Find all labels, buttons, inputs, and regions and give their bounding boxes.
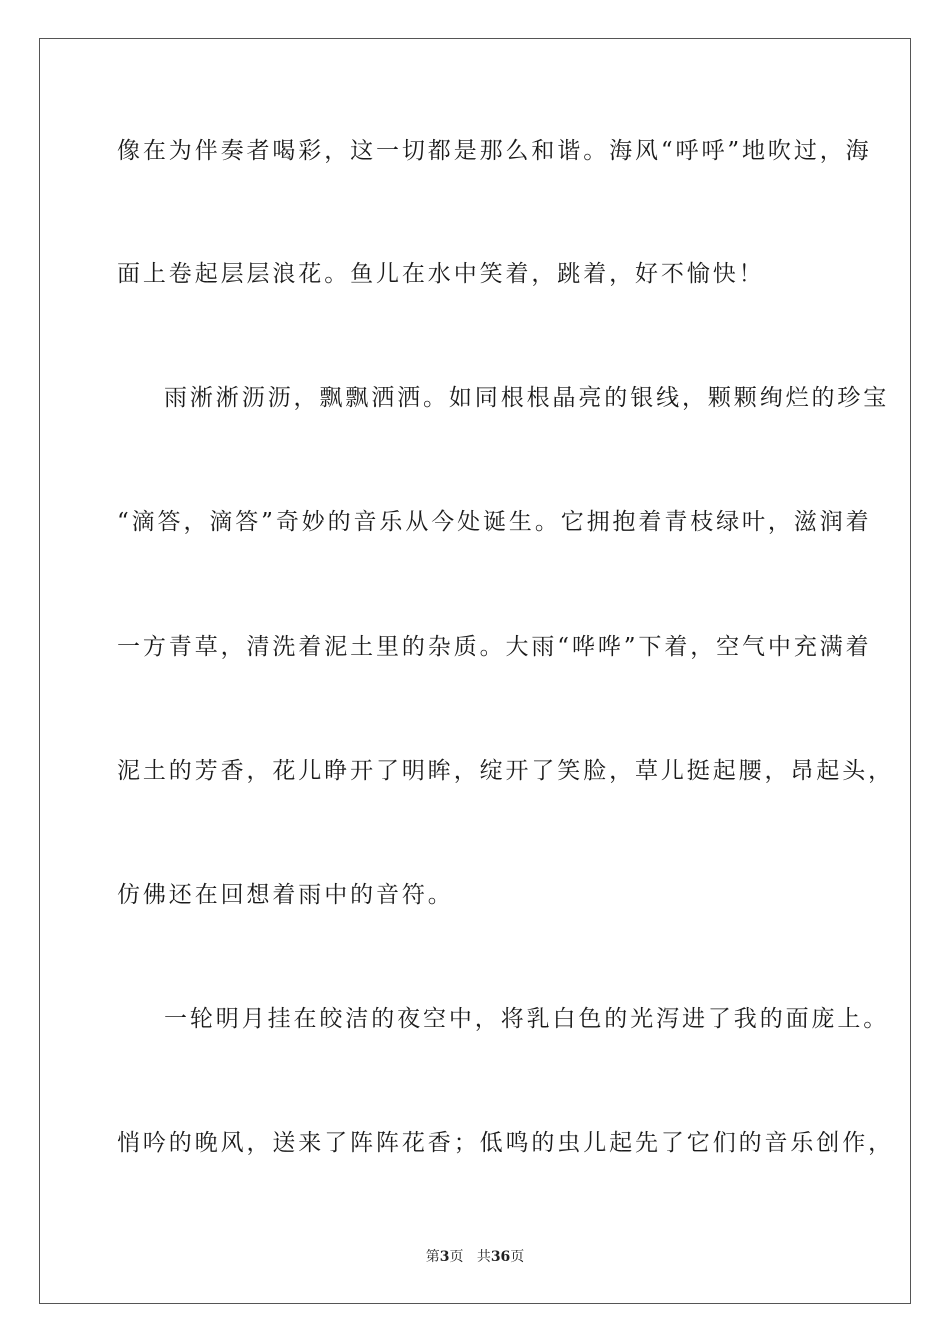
paragraph-line: 一方青草，清洗着泥土里的杂质。大雨“哗哗”下着，空气中充满着 — [117, 634, 872, 660]
paragraph-line: 仿佛还在回想着雨中的音符。 — [117, 882, 454, 908]
total-suffix: 页 — [510, 1249, 525, 1265]
paragraph-line: 悄吟的晚风，送来了阵阵花香；低鸣的虫儿起先了它们的音乐创作， — [117, 1130, 894, 1156]
paragraph-line: 像在为伴奏者喝彩，这一切都是那么和谐。海风“呼呼”地吹过，海 — [117, 138, 872, 164]
paragraph-line: 泥土的芳香，花儿睁开了明眸，绽开了笑脸，草儿挺起腰，昂起头， — [117, 758, 894, 784]
page-border — [39, 38, 911, 1304]
page-number: 3 — [439, 1249, 450, 1265]
paragraph-line: 面上卷起层层浪花。鱼儿在水中笑着，跳着，好不愉快！ — [117, 261, 765, 287]
page-suffix: 页 — [449, 1249, 464, 1265]
paragraph-line: 雨淅淅沥沥，飘飘洒洒。如同根根晶亮的银线，颗颗绚烂的珍宝 — [164, 385, 890, 411]
paragraph-line: 一轮明月挂在皎洁的夜空中，将乳白色的光泻进了我的面庞上。 — [164, 1006, 890, 1032]
paragraph-line: “滴答，滴答”奇妙的音乐从今处诞生。它拥抱着青枝绿叶，滋润着 — [117, 509, 872, 535]
page-prefix: 第 — [425, 1249, 440, 1265]
total-pages: 36 — [490, 1249, 511, 1265]
page-footer — [0, 1248, 950, 1266]
total-prefix: 共 — [476, 1249, 491, 1265]
